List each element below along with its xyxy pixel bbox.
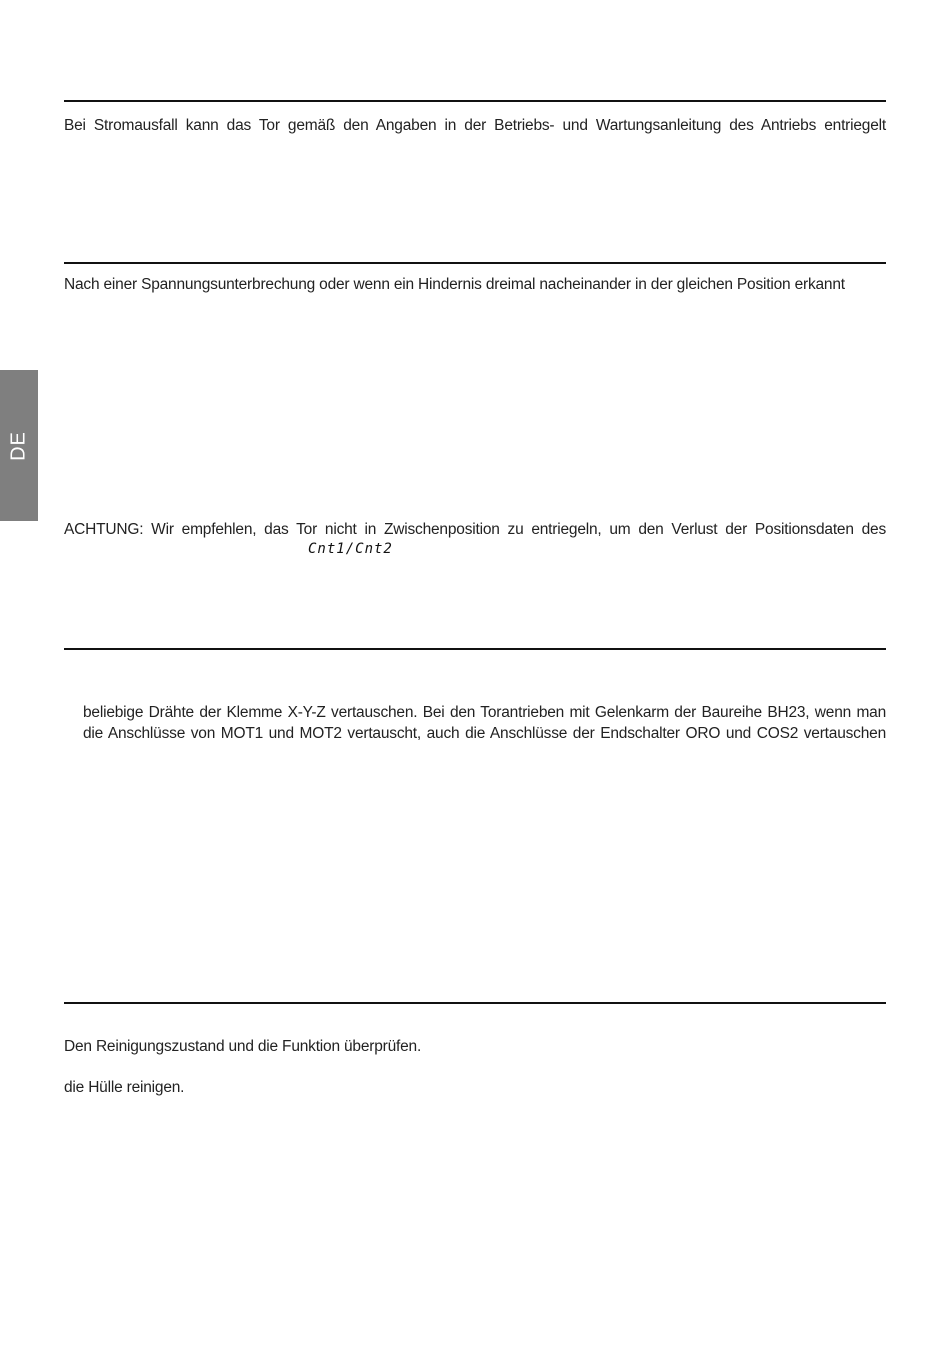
section-divider bbox=[64, 1002, 886, 1004]
display-code-readout: Cnt1/Cnt2 bbox=[308, 541, 393, 557]
language-tab-label: DE bbox=[7, 430, 30, 461]
power-failure-paragraph: Bei Stromausfall kann das Tor gemäß den Angaben in der Betriebs- und Wartungsanleitung des Antriebs entriegelt bbox=[64, 117, 886, 134]
wiring-paragraph-line: die Anschlüsse von MOT1 und MOT2 vertauscht, auch die Anschlüsse der Endschalter ORO und COS2 vertauschen bbox=[83, 725, 886, 742]
warning-paragraph: ACHTUNG: Wir empfehlen, das Tor nicht in Zwischenposition zu entriegeln, um den Verlust der Positionsdaten des bbox=[64, 521, 886, 538]
language-tab bbox=[0, 370, 38, 521]
wiring-paragraph bbox=[83, 702, 886, 744]
wiring-paragraph-line: beliebige Drähte der Klemme X-Y-Z vertauschen. Bei den Torantrieben mit Gelenkarm der Baureihe BH23, wenn man bbox=[83, 704, 886, 721]
voltage-interruption-paragraph: Nach einer Spannungsunterbrechung oder wenn ein Hindernis dreimal nacheinander in der gleichen Position erkannt bbox=[64, 276, 845, 293]
maintenance-check-line: Den Reinigungszustand und die Funktion überprüfen. bbox=[64, 1038, 422, 1055]
maintenance-clean-line: die Hülle reinigen. bbox=[64, 1079, 185, 1096]
section-divider bbox=[64, 100, 886, 102]
section-divider bbox=[64, 262, 886, 264]
section-divider bbox=[64, 648, 886, 650]
